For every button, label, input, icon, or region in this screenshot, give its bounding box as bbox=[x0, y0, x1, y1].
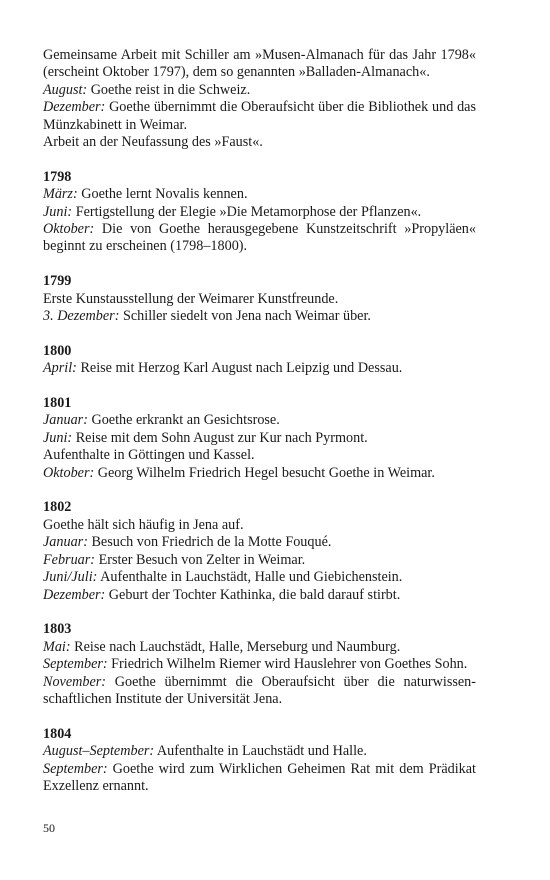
entry-text: Arbeit an der Neufassung des »Faust«. bbox=[43, 134, 263, 151]
entry-text: Erste Kunstausstellung der Weimarer Kunstfreunde. bbox=[43, 290, 339, 307]
year-heading: 1798 bbox=[43, 168, 72, 185]
entry-text: Fertigstellung der Elegie »Die Metamorphose der Pflanzen«. bbox=[75, 203, 422, 220]
entry-date-label: Februar: bbox=[43, 551, 96, 568]
year-heading: 1801 bbox=[43, 395, 72, 412]
chronology-entry bbox=[43, 291, 476, 308]
entry-date-label: Dezember: bbox=[43, 586, 106, 603]
chronology-entry bbox=[43, 430, 476, 447]
year-section bbox=[43, 726, 476, 796]
year-heading: 1799 bbox=[43, 273, 72, 290]
entry-date-label: Oktober: bbox=[43, 464, 95, 481]
entry-date-label: August–September: bbox=[43, 743, 155, 760]
entry-date-label: Januar: bbox=[43, 412, 88, 429]
entry-text: Schiller siedelt von Jena nach Weimar über. bbox=[122, 308, 371, 325]
chronology-entry bbox=[43, 204, 476, 221]
chronology-entry bbox=[43, 761, 476, 796]
chronology-entry bbox=[43, 221, 476, 256]
entry-text: Goethe reist in die Schweiz. bbox=[90, 81, 251, 98]
chronology-entry bbox=[43, 465, 476, 482]
entry-text: Goethe lernt Novalis kennen. bbox=[81, 186, 248, 203]
entry-date-label: Mai: bbox=[43, 638, 71, 655]
chronology-entry bbox=[43, 412, 476, 429]
entry-date-label: Juni/Juli: bbox=[43, 569, 98, 586]
entry-text: Goethe wird zum Wirklichen Geheimen Rat mit dem Prädikat Exzellenz ernannt. bbox=[43, 760, 476, 794]
entry-date-label: Oktober: bbox=[43, 221, 95, 238]
entry-text: Die von Goethe herausgegebene Kunstzeitschrift »Propyläen« beginnt zu erscheinen (1798–1800). bbox=[43, 221, 476, 255]
entry-text: Geburt der Tochter Kathinka, die bald darauf stirbt. bbox=[108, 586, 401, 603]
year-heading: 1802 bbox=[43, 499, 72, 516]
entry-date-label: 3. Dezember: bbox=[43, 308, 120, 325]
chronology-entry bbox=[43, 47, 476, 82]
entry-text: Georg Wilhelm Friedrich Hegel besucht Goethe in Weimar. bbox=[97, 464, 435, 481]
chronology-entry bbox=[43, 82, 476, 99]
year-section bbox=[43, 621, 476, 708]
entry-text: Erster Besuch von Zelter in Weimar. bbox=[98, 551, 306, 568]
year-section bbox=[43, 273, 476, 325]
entry-date-label: März: bbox=[43, 186, 78, 203]
entry-date-label: September: bbox=[43, 656, 108, 673]
chronology-entry bbox=[43, 534, 476, 551]
page-number: 50 bbox=[43, 821, 55, 835]
entry-date-label: Januar: bbox=[43, 534, 88, 551]
entry-date-label: Dezember: bbox=[43, 99, 106, 116]
chronology-entry bbox=[43, 569, 476, 586]
chronology-entry bbox=[43, 639, 476, 656]
chronology-text bbox=[43, 47, 476, 795]
chronology-entry bbox=[43, 186, 476, 203]
entry-text: Besuch von Friedrich de la Motte Fouqué. bbox=[91, 534, 332, 551]
year-heading: 1804 bbox=[43, 725, 72, 742]
entry-text: Aufenthalte in Lauchstädt, Halle und Giebichenstein. bbox=[100, 569, 403, 586]
entry-text: Gemeinsame Arbeit mit Schiller am »Musen-Almanach für das Jahr 1798« (erscheint Oktober 1797), dem so genannten »Balladen-Almanach«. bbox=[43, 47, 476, 81]
entry-date-label: Juni: bbox=[43, 203, 73, 220]
entry-text: Reise mit Herzog Karl August nach Leipzig und Dessau. bbox=[80, 360, 403, 377]
entry-date-label: August: bbox=[43, 81, 88, 98]
entry-date-label: November: bbox=[43, 673, 107, 690]
entry-text: Friedrich Wilhelm Riemer wird Hauslehrer von Goethes Sohn. bbox=[111, 656, 468, 673]
chronology-entry bbox=[43, 99, 476, 134]
entry-date-label: Juni: bbox=[43, 429, 73, 446]
chronology-entry bbox=[43, 360, 476, 377]
chronology-entry bbox=[43, 308, 476, 325]
entry-date-label: September: bbox=[43, 760, 108, 777]
entry-text: Goethe erkrankt an Gesichtsrose. bbox=[91, 412, 280, 429]
chronology-entry bbox=[43, 587, 476, 604]
year-section bbox=[43, 499, 476, 603]
chronology-entry bbox=[43, 552, 476, 569]
year-heading: 1803 bbox=[43, 621, 72, 638]
entry-text: Goethe übernimmt die Oberaufsicht über die naturwissenschaftlichen Institute der Universität Jena. bbox=[43, 673, 476, 707]
chronology-entry bbox=[43, 656, 476, 673]
entry-text: Goethe hält sich häufig in Jena auf. bbox=[43, 516, 244, 533]
chronology-entry bbox=[43, 517, 476, 534]
year-heading: 1800 bbox=[43, 342, 72, 359]
year-section bbox=[43, 169, 476, 256]
year-section bbox=[43, 395, 476, 482]
chronology-entry bbox=[43, 134, 476, 151]
entry-text: Reise mit dem Sohn August zur Kur nach Pyrmont. bbox=[75, 429, 368, 446]
chronology-entry bbox=[43, 447, 476, 464]
year-section bbox=[43, 343, 476, 378]
year-section bbox=[43, 47, 476, 151]
chronology-entry bbox=[43, 743, 476, 760]
entry-date-label: April: bbox=[43, 360, 77, 377]
entry-text: Goethe übernimmt die Oberaufsicht über die Bibliothek und das Münzkabinett in Weimar. bbox=[43, 99, 477, 133]
entry-text: Aufenthalte in Göttingen und Kassel. bbox=[43, 447, 255, 464]
chronology-entry bbox=[43, 674, 476, 709]
entry-text: Reise nach Lauchstädt, Halle, Merseburg und Naumburg. bbox=[74, 638, 401, 655]
entry-text: Aufenthalte in Lauchstädt und Halle. bbox=[156, 743, 367, 760]
